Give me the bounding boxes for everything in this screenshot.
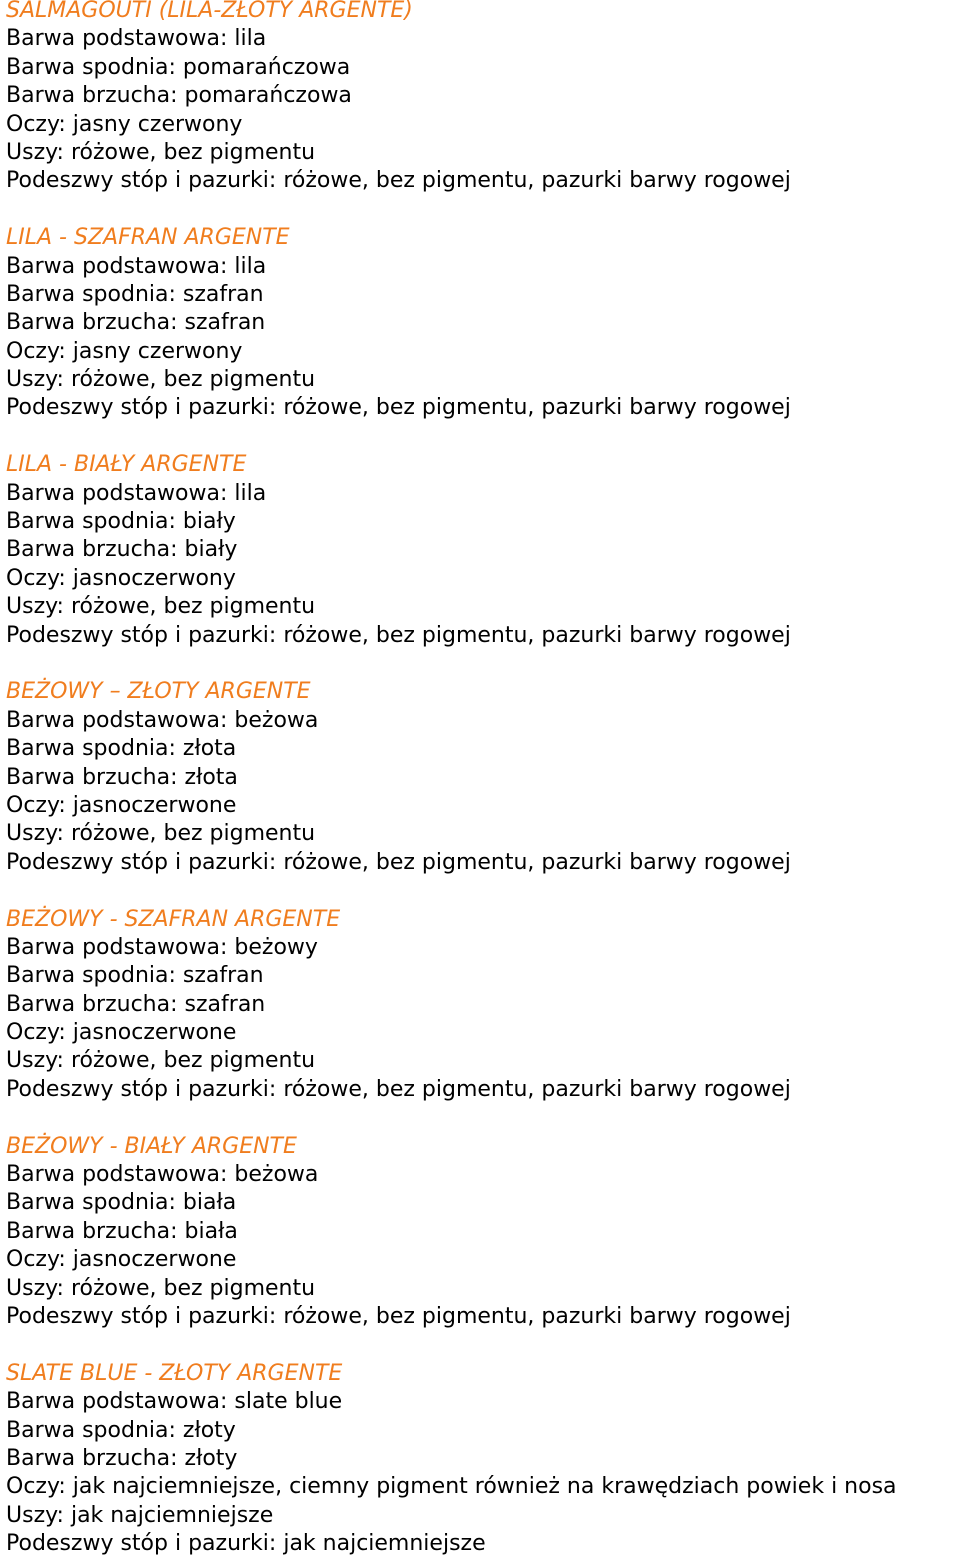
row-eyes bbox=[6, 565, 960, 593]
row-label: Podeszwy stóp i pazurki: bbox=[6, 168, 277, 194]
row-belly-color bbox=[6, 309, 960, 337]
variety-section bbox=[6, 678, 960, 877]
variety-section bbox=[6, 1133, 960, 1332]
row-value: jak najciemniejsze bbox=[283, 1531, 486, 1557]
row-label: Podeszwy stóp i pazurki: bbox=[6, 1076, 277, 1102]
row-belly-color bbox=[6, 764, 960, 792]
row-feet-claws bbox=[6, 622, 960, 650]
row-label: Barwa podstawowa: bbox=[6, 253, 228, 279]
row-base-color bbox=[6, 253, 960, 281]
row-label: Barwa podstawowa: bbox=[6, 26, 228, 52]
section-title: LILA - BIAŁY ARGENTE bbox=[6, 452, 247, 478]
variety-section bbox=[6, 0, 960, 196]
row-ears bbox=[6, 139, 960, 167]
row-label: Podeszwy stóp i pazurki: bbox=[6, 1531, 277, 1557]
row-base-color bbox=[6, 1161, 960, 1189]
row-value: slate blue bbox=[234, 1389, 343, 1415]
row-value: jak najciemniejsze, ciemny pigment również na krawędziach powiek i nosa bbox=[72, 1474, 897, 1500]
row-ears bbox=[6, 1502, 960, 1530]
variety-section bbox=[6, 1360, 960, 1559]
row-value: szafran bbox=[182, 963, 264, 989]
row-label: Oczy: bbox=[6, 565, 66, 591]
row-base-color bbox=[6, 1388, 960, 1416]
row-belly-color bbox=[6, 536, 960, 564]
row-feet-claws bbox=[6, 394, 960, 422]
document-body bbox=[6, 0, 960, 1558]
section-title: BEŻOWY - BIAŁY ARGENTE bbox=[6, 1133, 297, 1159]
row-label: Uszy: bbox=[6, 821, 64, 847]
row-label: Barwa spodnia: bbox=[6, 54, 176, 80]
row-label: Barwa brzucha: bbox=[6, 1218, 178, 1244]
section-title: LILA - SZAFRAN ARGENTE bbox=[6, 225, 290, 251]
row-value: jasny czerwony bbox=[72, 338, 243, 364]
row-label: Uszy: bbox=[6, 594, 64, 620]
row-value: pomarańczowa bbox=[182, 54, 351, 80]
row-label: Barwa podstawowa: bbox=[6, 707, 228, 733]
row-label: Barwa brzucha: bbox=[6, 537, 178, 563]
row-ears bbox=[6, 820, 960, 848]
row-value: różowe, bez pigmentu, pazurki barwy rogowej bbox=[283, 622, 791, 648]
row-under-color bbox=[6, 281, 960, 309]
row-label: Barwa spodnia: bbox=[6, 736, 176, 762]
row-feet-claws bbox=[6, 1076, 960, 1104]
row-value: złota bbox=[182, 736, 237, 762]
row-under-color bbox=[6, 1189, 960, 1217]
row-under-color bbox=[6, 1417, 960, 1445]
row-value: pomarańczowa bbox=[184, 83, 352, 109]
row-label: Uszy: bbox=[6, 1048, 64, 1074]
row-value: lila bbox=[234, 253, 267, 279]
row-label: Barwa brzucha: bbox=[6, 1445, 178, 1471]
row-label: Barwa brzucha: bbox=[6, 83, 178, 109]
row-base-color bbox=[6, 480, 960, 508]
row-label: Uszy: bbox=[6, 1502, 64, 1528]
row-label: Podeszwy stóp i pazurki: bbox=[6, 622, 277, 648]
row-base-color bbox=[6, 707, 960, 735]
row-label: Barwa brzucha: bbox=[6, 764, 178, 790]
row-base-color bbox=[6, 934, 960, 962]
row-label: Podeszwy stóp i pazurki: bbox=[6, 1303, 277, 1329]
row-value: biały bbox=[184, 537, 238, 563]
row-eyes bbox=[6, 1246, 960, 1274]
row-value: biały bbox=[182, 509, 236, 535]
row-label: Oczy: bbox=[6, 792, 66, 818]
variety-section bbox=[6, 906, 960, 1105]
row-value: biała bbox=[182, 1190, 237, 1216]
row-under-color bbox=[6, 54, 960, 82]
row-under-color bbox=[6, 962, 960, 990]
row-label: Oczy: bbox=[6, 1247, 66, 1273]
row-value: beżowa bbox=[234, 707, 319, 733]
row-eyes bbox=[6, 111, 960, 139]
row-label: Barwa spodnia: bbox=[6, 509, 176, 535]
variety-section bbox=[6, 224, 960, 423]
row-ears bbox=[6, 1275, 960, 1303]
row-label: Barwa spodnia: bbox=[6, 281, 176, 307]
row-value: lila bbox=[234, 26, 267, 52]
section-title: BEŻOWY - SZAFRAN ARGENTE bbox=[6, 906, 341, 932]
row-label: Uszy: bbox=[6, 139, 64, 165]
row-value: lila bbox=[234, 480, 267, 506]
row-label: Barwa podstawowa: bbox=[6, 1162, 228, 1188]
row-value: różowe, bez pigmentu bbox=[70, 139, 316, 165]
variety-section bbox=[6, 451, 960, 650]
row-feet-claws bbox=[6, 1530, 960, 1558]
row-value: jasnoczerwony bbox=[72, 565, 236, 591]
row-value: jasnoczerwone bbox=[72, 1247, 237, 1273]
row-eyes bbox=[6, 338, 960, 366]
row-value: szafran bbox=[184, 991, 266, 1017]
row-base-color bbox=[6, 25, 960, 53]
row-value: różowe, bez pigmentu, pazurki barwy rogowej bbox=[283, 1076, 791, 1102]
row-label: Oczy: bbox=[6, 1020, 66, 1046]
section-title: BEŻOWY – ZŁOTY ARGENTE bbox=[6, 679, 311, 705]
row-label: Oczy: bbox=[6, 338, 66, 364]
row-value: jak najciemniejsze bbox=[70, 1502, 274, 1528]
row-value: szafran bbox=[184, 310, 266, 336]
row-value: różowe, bez pigmentu, pazurki barwy rogowej bbox=[283, 849, 791, 875]
row-under-color bbox=[6, 508, 960, 536]
row-eyes bbox=[6, 1019, 960, 1047]
row-label: Barwa brzucha: bbox=[6, 991, 178, 1017]
row-value: złoty bbox=[182, 1417, 236, 1443]
row-ears bbox=[6, 1047, 960, 1075]
row-label: Barwa podstawowa: bbox=[6, 480, 228, 506]
row-value: szafran bbox=[182, 281, 264, 307]
row-feet-claws bbox=[6, 849, 960, 877]
row-label: Barwa podstawowa: bbox=[6, 934, 228, 960]
row-label: Barwa spodnia: bbox=[6, 963, 176, 989]
row-feet-claws bbox=[6, 1303, 960, 1331]
row-label: Barwa spodnia: bbox=[6, 1417, 176, 1443]
row-label: Barwa podstawowa: bbox=[6, 1389, 228, 1415]
row-value: jasnoczerwone bbox=[72, 1020, 237, 1046]
row-value: jasnoczerwone bbox=[72, 792, 237, 818]
row-value: różowe, bez pigmentu bbox=[70, 367, 316, 393]
row-belly-color bbox=[6, 82, 960, 110]
row-value: różowe, bez pigmentu bbox=[70, 594, 316, 620]
row-value: różowe, bez pigmentu, pazurki barwy rogowej bbox=[283, 168, 791, 194]
row-ears bbox=[6, 366, 960, 394]
row-value: jasny czerwony bbox=[72, 111, 243, 137]
row-belly-color bbox=[6, 991, 960, 1019]
row-value: złoty bbox=[184, 1445, 238, 1471]
row-ears bbox=[6, 593, 960, 621]
row-value: różowe, bez pigmentu, pazurki barwy rogowej bbox=[283, 395, 791, 421]
section-title: SLATE BLUE - ZŁOTY ARGENTE bbox=[6, 1360, 343, 1386]
row-label: Barwa brzucha: bbox=[6, 310, 178, 336]
row-value: różowe, bez pigmentu bbox=[70, 1275, 316, 1301]
row-value: różowe, bez pigmentu, pazurki barwy rogowej bbox=[283, 1303, 791, 1329]
row-belly-color bbox=[6, 1445, 960, 1473]
row-eyes bbox=[6, 1473, 960, 1501]
row-under-color bbox=[6, 735, 960, 763]
row-eyes bbox=[6, 792, 960, 820]
row-value: złota bbox=[184, 764, 238, 790]
row-label: Podeszwy stóp i pazurki: bbox=[6, 849, 277, 875]
row-value: biała bbox=[184, 1218, 238, 1244]
row-label: Barwa spodnia: bbox=[6, 1190, 176, 1216]
row-value: różowe, bez pigmentu bbox=[70, 1048, 316, 1074]
row-belly-color bbox=[6, 1218, 960, 1246]
row-label: Oczy: bbox=[6, 1474, 66, 1500]
row-label: Uszy: bbox=[6, 367, 64, 393]
row-value: różowe, bez pigmentu bbox=[70, 821, 316, 847]
row-value: beżowa bbox=[234, 1162, 319, 1188]
row-label: Oczy: bbox=[6, 111, 66, 137]
row-value: beżowy bbox=[234, 934, 318, 960]
row-label: Uszy: bbox=[6, 1275, 64, 1301]
section-title: SALMAGOUTI (LILA-ZŁOTY ARGENTE) bbox=[6, 0, 413, 23]
row-label: Podeszwy stóp i pazurki: bbox=[6, 395, 277, 421]
row-feet-claws bbox=[6, 167, 960, 195]
